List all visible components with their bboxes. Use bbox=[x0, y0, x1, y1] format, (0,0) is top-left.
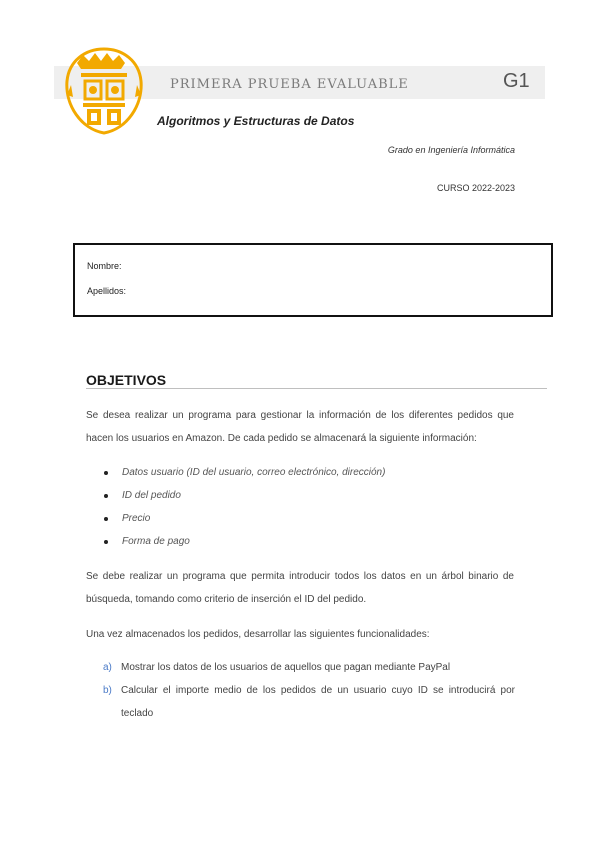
list-item bbox=[103, 679, 515, 725]
list-item: Precio bbox=[104, 507, 385, 530]
list-item: Datos usuario (ID del usuario, correo electrónico, dirección) bbox=[104, 461, 385, 484]
list-item: Forma de pago bbox=[104, 530, 385, 553]
order-fields-list bbox=[104, 461, 385, 553]
bullet-icon bbox=[104, 540, 108, 544]
exam-title: PRIMERA PRUEBA EVALUABLE bbox=[170, 77, 409, 92]
course-label: CURSO 2022-2023 bbox=[436, 183, 515, 193]
bullet-icon bbox=[104, 494, 108, 498]
list-item: ID del pedido bbox=[104, 484, 385, 507]
intro-paragraph: Se desea realizar un programa para gestionar la información de los diferentes pedidos que hacen los usuarios en Amazon. De cada pedido se almacenará la siguiente información: bbox=[86, 410, 514, 444]
tree-paragraph: Se debe realizar un programa que permita introducir todos los datos en un árbol binario de búsqueda, tomando como criterio de inserción el ID del pedido. bbox=[86, 571, 514, 605]
functions-intro: Una vez almacenados los pedidos, desarrollar las siguientes funcionalidades: bbox=[86, 629, 430, 640]
bullet-icon bbox=[104, 471, 108, 475]
list-item bbox=[103, 656, 515, 679]
group-code: G1 bbox=[503, 70, 530, 92]
name-label: Nombre: bbox=[87, 261, 122, 271]
function-text: Calcular el importe medio de los pedidos de un usuario cuyo ID se introducirá por teclado bbox=[121, 685, 515, 719]
list-marker: b) bbox=[103, 685, 112, 696]
university-seal-icon bbox=[63, 45, 145, 137]
section-divider bbox=[86, 388, 547, 389]
degree-label: Grado en Ingeniería Informática bbox=[387, 145, 515, 155]
functions-list bbox=[103, 656, 515, 725]
list-marker: a) bbox=[103, 662, 112, 673]
bullet-icon bbox=[104, 517, 108, 521]
surname-label: Apellidos: bbox=[87, 286, 127, 296]
student-info-box bbox=[73, 243, 553, 317]
function-text: Mostrar los datos de los usuarios de aquellos que pagan mediante PayPal bbox=[121, 662, 451, 673]
objectives-heading: OBJETIVOS bbox=[86, 372, 167, 388]
subject-title: Algoritmos y Estructuras de Datos bbox=[157, 114, 355, 128]
